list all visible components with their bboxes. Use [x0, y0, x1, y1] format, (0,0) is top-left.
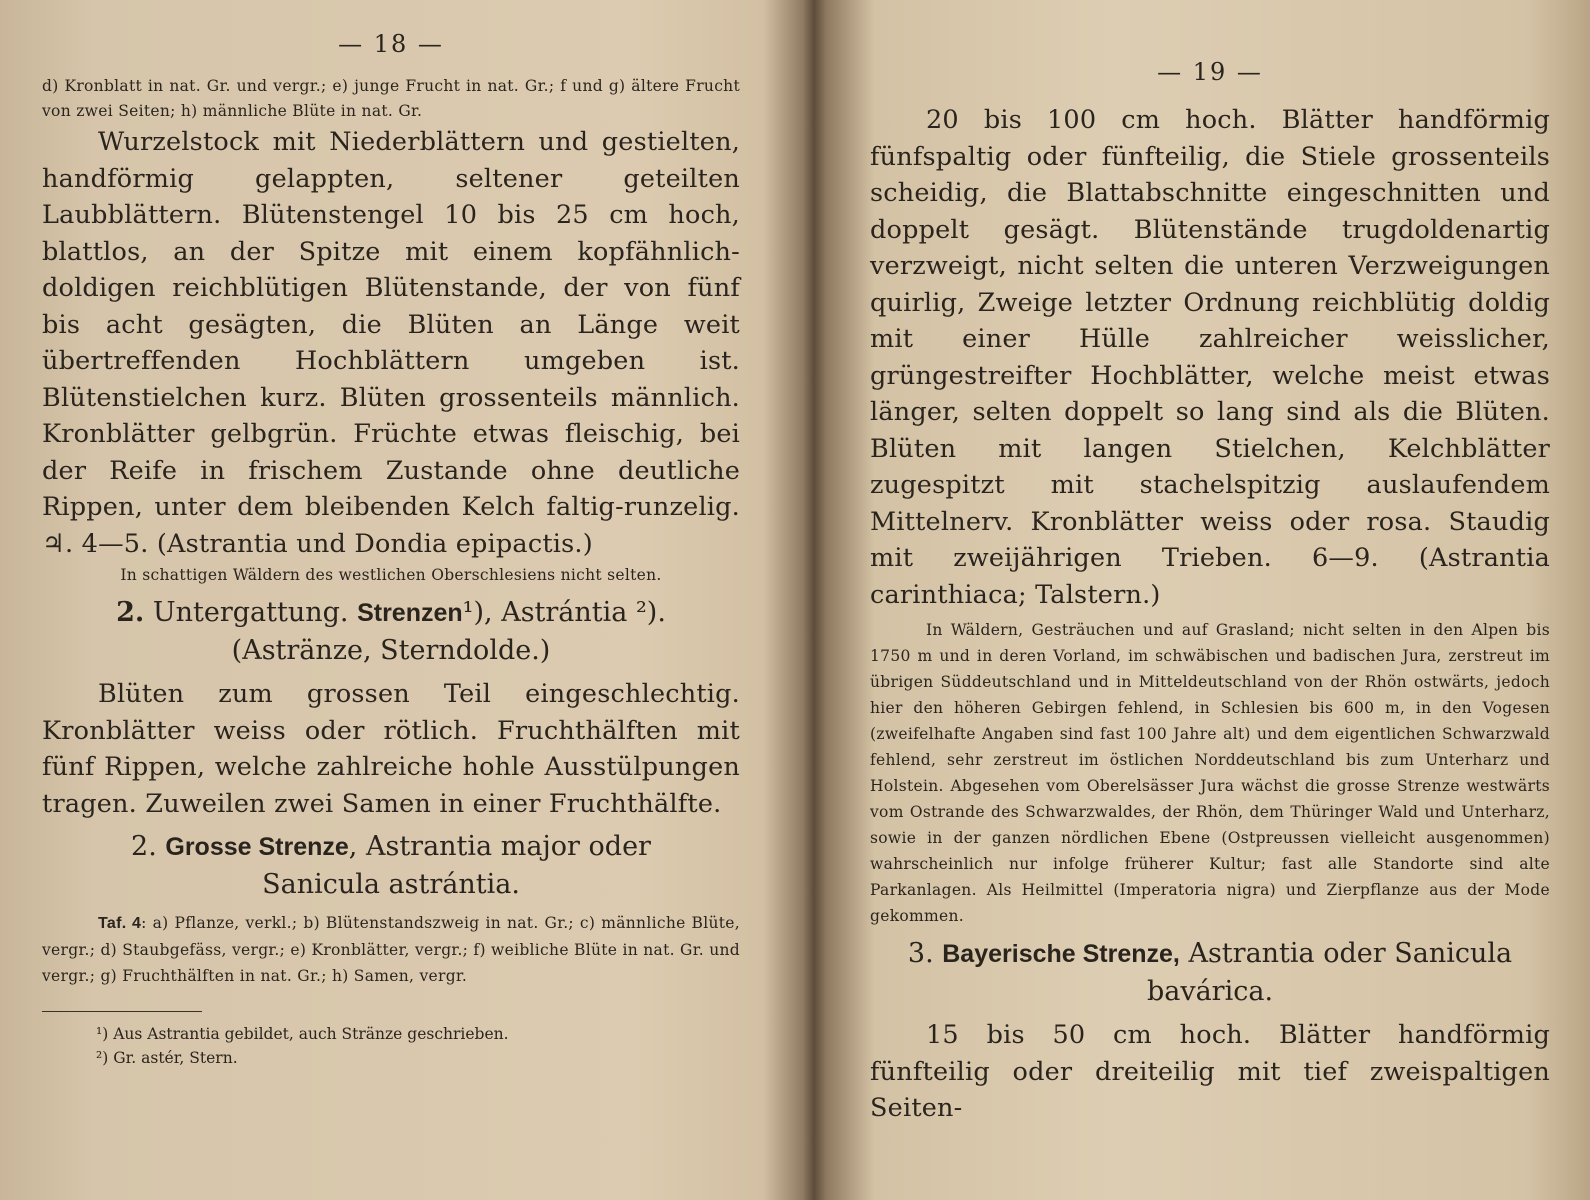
species-3-latin: Astrantia oder Sanicula: [1179, 938, 1513, 969]
description-paragraph-1: Wurzelstock mit Niederblättern und gestielten, handförmig gelappten, seltener geteilten Laubblättern. Blütenstengel 10 bis 25 cm hoch, blattlos, an der Spitze mit einem kopfähnlich-doldigen reichblütigen Blütenstande, der von fünf bis acht gesägten, die Blüten an Länge weit übertreffenden Hochblättern umgeben ist. Blütenstielchen kurz. Blüten grossenteils männlich. Kronblätter gelbgrün. Früchte etwas fleischig, bei der Reife in frischem Zustande ohne deutliche Rippen, unter dem bleibenden Kelch faltig-runzelig. ♃. 4—5. (Astrantia und Dondia epipactis.): [42, 127, 740, 559]
subgenus-synonyms: (Astränze, Sterndolde.): [231, 635, 551, 666]
subgenus-latin: ¹), Astrántia ²).: [462, 597, 666, 628]
description-paragraph-4: 15 bis 50 cm hoch. Blätter handförmig fünfteilig oder dreiteilig mit tief zweispaltigen Seiten-: [870, 1020, 1550, 1123]
subgenus-heading: [42, 594, 740, 670]
species-3-number: 3.: [907, 938, 934, 969]
description-paragraph-2: Blüten zum grossen Teil eingeschlechtig. Kronblätter weiss oder rötlich. Fruchthälften mit fünf Rippen, welche zahlreiche hohle Ausstülpungen tragen. Zuweilen zwei Samen in einer Fruchthälfte.: [42, 679, 740, 819]
page-number-left: — 18 —: [338, 30, 444, 58]
species-3-heading: [870, 935, 1550, 1011]
habitat-note-1: In schattigen Wäldern des westlichen Oberschlesiens nicht selten.: [120, 566, 662, 584]
plate-text: : a) Pflanze, verkl.; b) Blütenstandszweig in nat. Gr.; c) männliche Blüte, vergr.; d) Staubgefäss, vergr.; e) Kronblätter, vergr.; f) weibliche Blüte in nat. Gr. und vergr.; g) Fruchthälften in nat. Gr.; h) Samen, vergr.: [42, 914, 741, 985]
species-3-latin-line2: bavárica.: [1146, 976, 1274, 1007]
description-paragraph-3: 20 bis 100 cm hoch. Blätter handförmig fünfspaltig oder fünfteilig, die Stiele grossenteils scheidig, die Blattabschnitte eingeschnitten und doppelt gesägt. Blütenstände trugdoldenartig verzweigt, nicht selten die unteren Verzweigungen quirlig, Zweige letzter Ordnung reichblütig doldig mit einer Hülle zahlreicher weisslicher, grüngestreifter Hochblätter, welche meist etwas länger, selten doppelt so lang sind als die Blüten. Blüten mit langen Stielchen, Kelchblätter zugespitzt mit stachelspitzig auslaufendem Mittelnerv. Kronblätter weiss oder rosa. Staudig mit zweijährigen Trieben. 6—9. (Astrantia carinthiaca; Talstern.): [870, 105, 1550, 610]
species-2-name: Grosse Strenze: [165, 833, 349, 861]
species-2-number: 2.: [131, 831, 157, 862]
plate-caption: [42, 910, 740, 989]
species-3-name: Bayerische Strenze,: [942, 940, 1180, 968]
footnote-1: ¹) Aus Astrantia gebildet, auch Stränze geschrieben.: [96, 1025, 509, 1043]
species-2-latin-line2: Sanicula astrántia.: [262, 869, 520, 900]
page-right: [820, 0, 1590, 1200]
page-number-right: — 19 —: [1157, 58, 1263, 86]
footnote-rule: [42, 1011, 202, 1012]
figure-caption-top: d) Kronblatt in nat. Gr. und vergr.; e) junge Frucht in nat. Gr.; f und g) ältere Frucht von zwei Seiten; h) männliche Blüte in nat. Gr.: [42, 77, 740, 120]
species-2-heading: [42, 828, 740, 904]
subgenus-number: 2.: [116, 597, 145, 628]
species-2-latin: , Astrantia major oder: [348, 831, 651, 862]
subgenus-name: Strenzen: [357, 599, 463, 627]
habitat-note-2: In Wäldern, Gesträuchen und auf Grasland; nicht selten in den Alpen bis 1750 m und in deren Vorland, im schwäbischen und badischen Jura, zerstreut im übrigen Süddeutschland und in Mitteldeutschland von der Rhön ostwärts, jedoch hier den höheren Gebirgen fehlend, in Schlesien bis 600 m, in den Vogesen (zweifelhafte Angaben sind fast 100 Jahre alt) und dem eigentlichen Schwarzwald fehlend, sehr zerstreut im östlichen Norddeutschland bis zum Unterharz und Holstein. Abgesehen vom Oberelsässer Jura wächst die grosse Strenze westwärts vom Ostrande des Schwarzwaldes, der Rhön, dem Thüringer Wald und Unterharz, sowie in der ganzen nördlichen Ebene (Ostpreussen vielleicht ausgenommen) wahrscheinlich nur infolge früherer Kultur; fast alle Standorte sind alte Parkanlagen. Als Heilmittel (Imperatoria nigra) und Zierpflanze aus der Mode gekommen.: [870, 621, 1550, 925]
subgenus-label: Untergattung.: [152, 597, 349, 628]
footnote-2: ²) Gr. astér, Stern.: [96, 1049, 238, 1067]
plate-label: Taf. 4: [98, 915, 142, 932]
